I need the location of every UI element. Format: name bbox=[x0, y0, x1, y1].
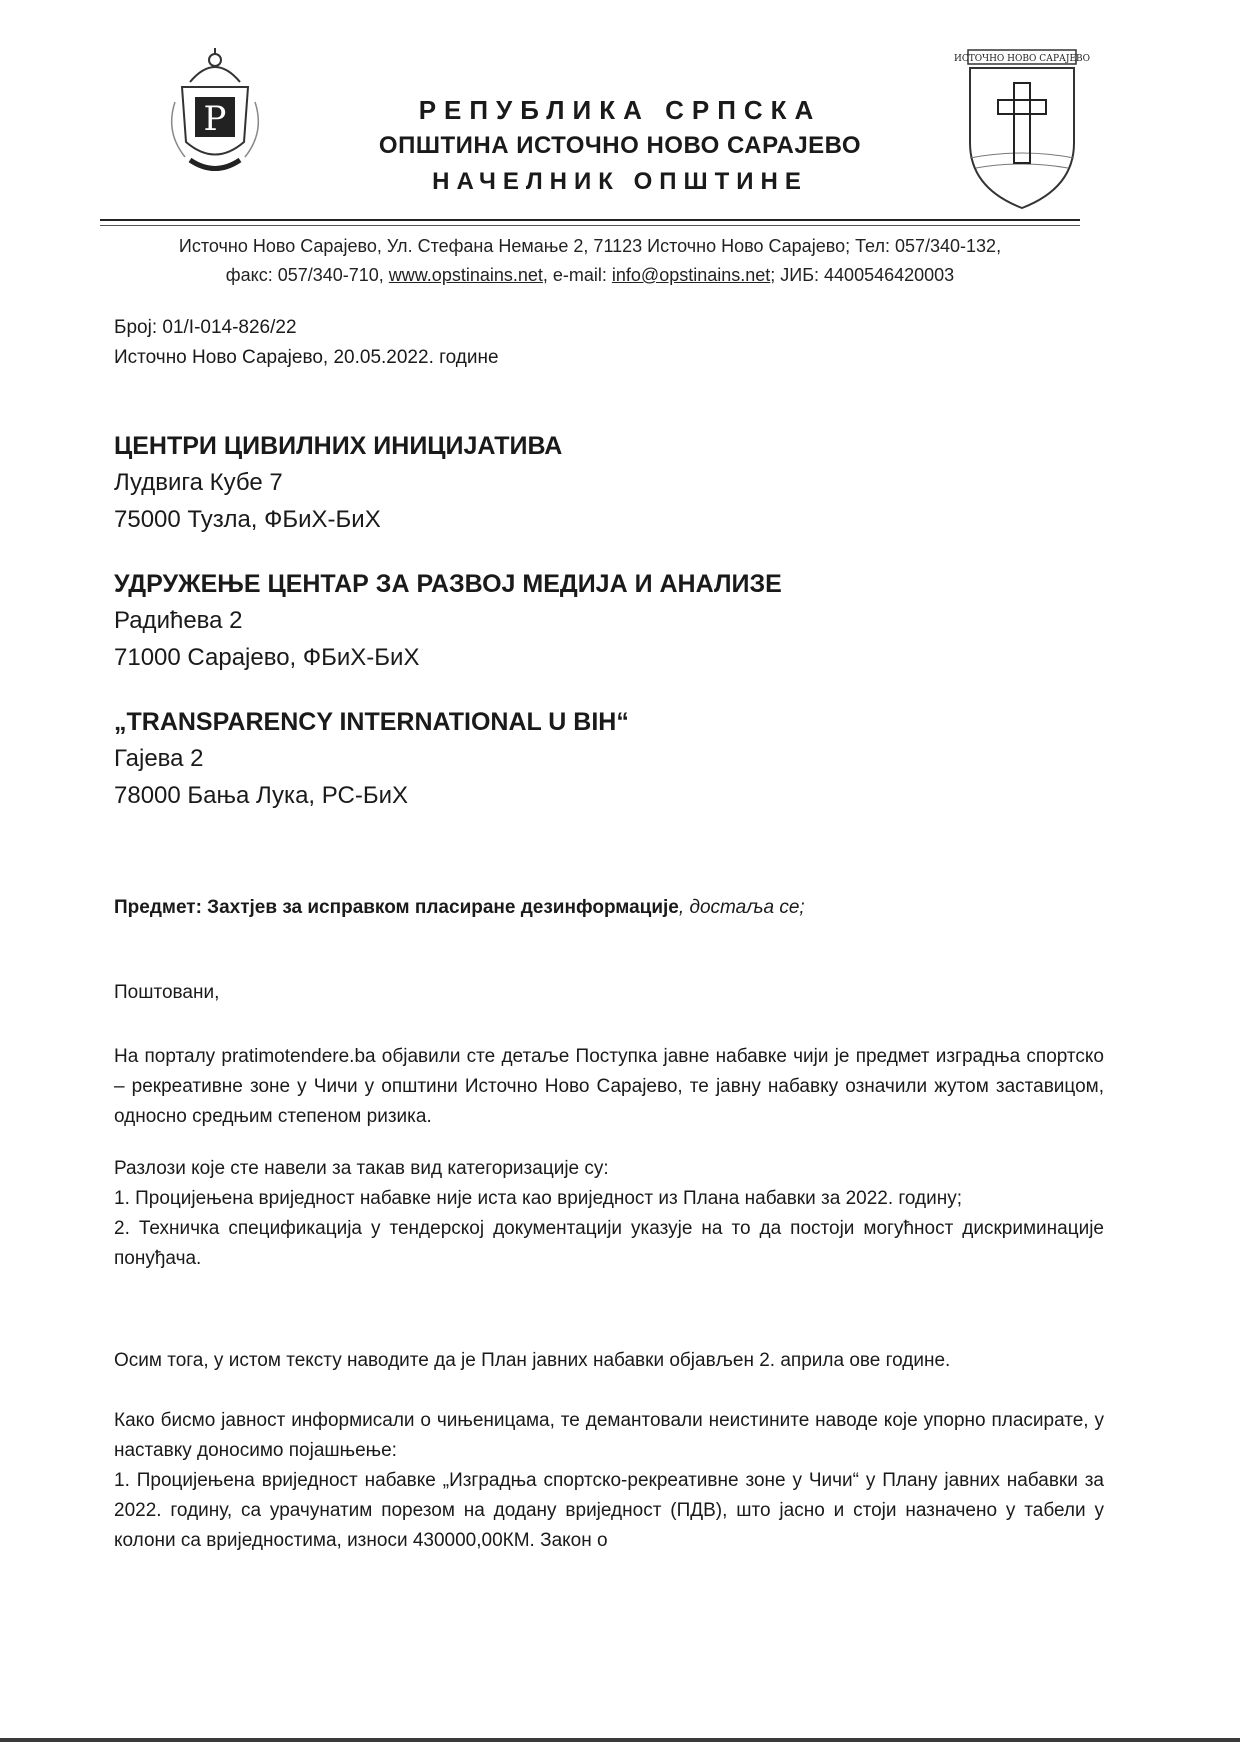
document-meta bbox=[114, 313, 499, 373]
letterhead-municipality: ОПШТИНА ИСТОЧНО НОВО САРАЈЕВО bbox=[378, 132, 862, 159]
contact-jib: ; ЈИБ: 4400546420003 bbox=[770, 265, 955, 285]
republika-srpska-coat-of-arms-icon bbox=[160, 42, 270, 202]
greeting: Поштовани, bbox=[114, 982, 220, 1003]
recipient-city: 78000 Бања Лука, РС-БиХ bbox=[114, 782, 408, 809]
recipient-block bbox=[114, 428, 1114, 538]
website-link[interactable]: www.opstinains.net bbox=[388, 265, 543, 285]
recipient-city: 75000 Тузла, ФБиХ-БиХ bbox=[114, 506, 381, 533]
document-place-date: Источно Ново Сарајево, 20.05.2022. године bbox=[114, 347, 499, 368]
contact-second-line bbox=[90, 261, 1090, 290]
paragraph-2 bbox=[114, 1154, 1104, 1274]
recipient-name: ЦЕНТРИ ЦИВИЛНИХ ИНИЦИЈАТИВА bbox=[114, 432, 563, 460]
list-item: 1. Процијењена вриједност набавке није иста као вриједност из Плана набавки за 2022. годину; bbox=[114, 1188, 963, 1209]
paragraph-text: На порталу pratimotendere.ba објавили сте детаље Поступка јавне набавке чији је предмет изградња спортско – рекреативне зоне у Чичи у општини Источно Ново Сарајево, те јавну набавку означили жутом заставицом, односно средњим степеном ризика. bbox=[114, 1046, 1104, 1127]
subject-line bbox=[114, 894, 805, 922]
shield-text: ИСТОЧНО НОВО САРАЈЕВО bbox=[954, 54, 1090, 64]
letterhead-mayor: НАЧЕЛНИК ОПШТИНЕ bbox=[432, 168, 808, 195]
contact-info bbox=[90, 232, 1090, 290]
paragraph-text: Разлози које сте навели за такав вид категоризације су: bbox=[114, 1158, 609, 1179]
recipient-block bbox=[114, 704, 1114, 814]
header-divider bbox=[100, 219, 1080, 221]
recipient-block bbox=[114, 566, 1114, 676]
contact-fax: факс: 057/340-710, bbox=[225, 265, 389, 285]
paragraph-text: Како бисмо јавност информисали о чињеницама, те демантовали неистините наводе које упорно пласирате, у наставку доносимо појашњење: bbox=[114, 1410, 1104, 1461]
recipient-name: „TRANSPARENCY INTERNATIONAL U BIH“ bbox=[114, 708, 629, 736]
paragraph-1 bbox=[114, 1042, 1104, 1132]
email-link[interactable]: info@opstinains.net bbox=[611, 265, 771, 285]
document-number: Број: 01/I-014-826/22 bbox=[114, 317, 297, 338]
recipient-city: 71000 Сарајево, ФБиХ-БиХ bbox=[114, 644, 420, 671]
recipient-name: УДРУЖЕЊЕ ЦЕНТАР ЗА РАЗВОЈ МЕДИЈА И АНАЛИЗЕ bbox=[114, 570, 782, 598]
municipality-shield-icon bbox=[954, 48, 1090, 213]
scan-bottom-edge bbox=[0, 1738, 1240, 1742]
recipient-address: Гајева 2 bbox=[114, 745, 204, 772]
header-divider-thin bbox=[100, 225, 1080, 226]
paragraph-3 bbox=[114, 1346, 1104, 1376]
email-label: , e-mail: bbox=[542, 265, 612, 285]
recipient-address: Лудвига Кубе 7 bbox=[114, 469, 283, 496]
subject-suffix: , достаља се; bbox=[678, 897, 805, 918]
contact-address-line: Источно Ново Сарајево, Ул. Стефана Немање 2, 71123 Источно Ново Сарајево; Тел: 057/340-132, bbox=[178, 236, 1002, 256]
recipient-address: Радићева 2 bbox=[114, 607, 243, 634]
letterhead bbox=[300, 92, 940, 200]
list-item: 1. Процијењена вриједност набавке „Изградња спортско-рекреативне зоне у Чичи“ у Плану јавних набавки за 2022. годину, са урачунатим порезом на додану вриједност (ПДВ), што јасно и стоји назначено у табели у колони са вриједностима, износи 430000,00КМ. Закон о bbox=[114, 1470, 1104, 1551]
list-item: 2. Техничка спецификација у тендерској документацији указује на то да постоји могућност дискриминације понуђача. bbox=[114, 1218, 1104, 1269]
svg-text:Р: Р bbox=[203, 99, 227, 139]
subject-label: Предмет: Захтјев за исправком пласиране дезинформације bbox=[114, 897, 679, 918]
paragraph-text: Осим тога, у истом тексту наводите да је План јавних набавки објављен 2. априла ове године. bbox=[114, 1350, 951, 1371]
paragraph-4 bbox=[114, 1406, 1104, 1556]
letterhead-republic: РЕПУБЛИКА СРПСКА bbox=[418, 95, 822, 125]
